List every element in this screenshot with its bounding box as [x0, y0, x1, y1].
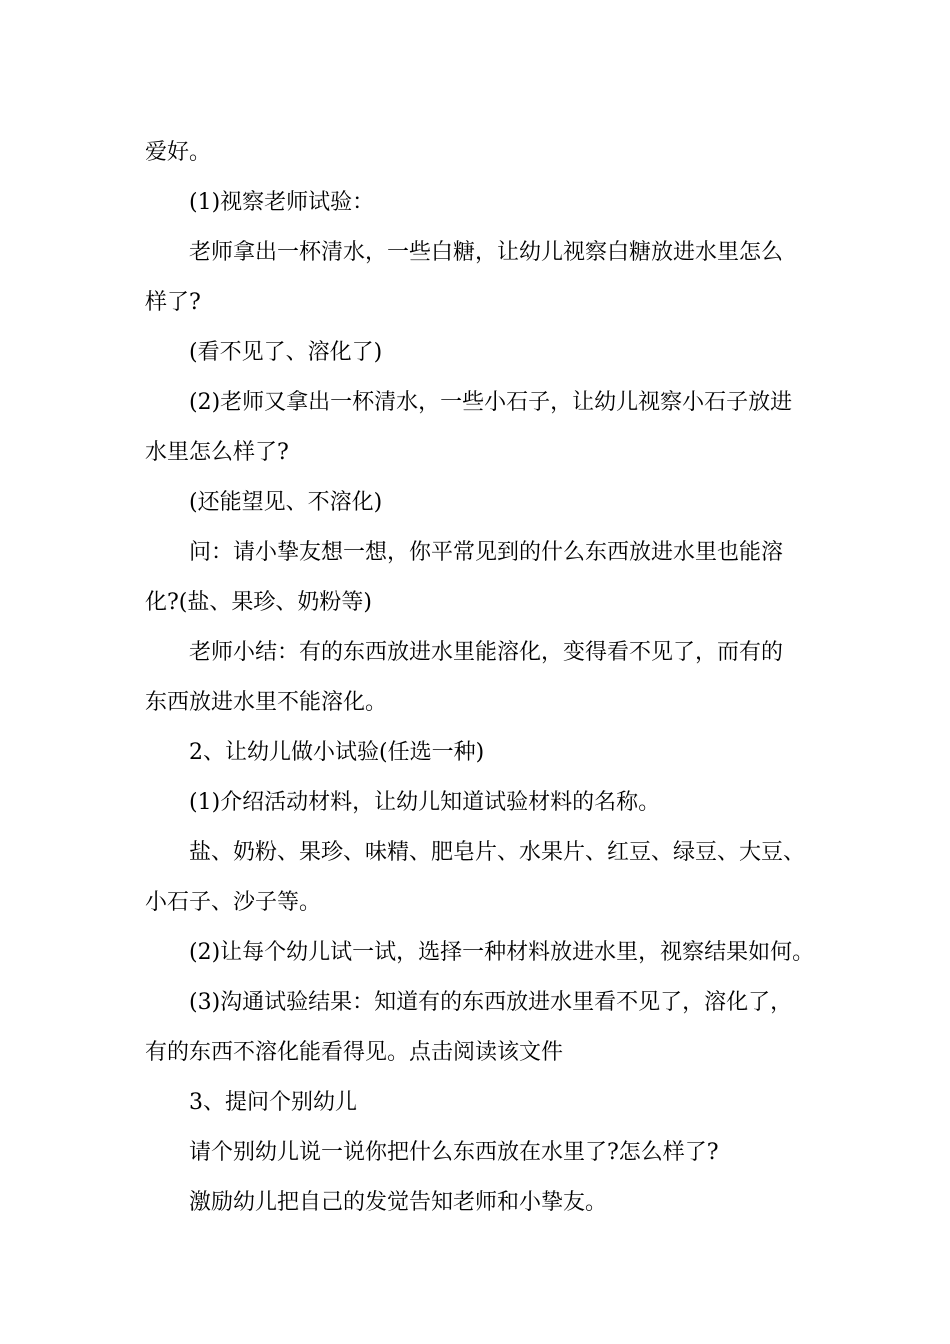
text-line: (2)老师又拿出一杯清水，一些小石子，让幼儿视察小石子放进	[189, 390, 793, 415]
document-body	[145, 128, 825, 1228]
text-line: (还能望见、不溶化)	[189, 490, 383, 515]
text-line: 东西放进水里不能溶化。	[145, 690, 388, 715]
text-line: 问：请小挚友想一想，你平常见到的什么东西放进水里也能溶	[189, 540, 784, 565]
text-line: 盐、奶粉、果珍、味精、肥皂片、水果片、红豆、绿豆、大豆、	[189, 840, 806, 865]
text-line: 请个别幼儿说一说你把什么东西放在水里了?怎么样了?	[189, 1140, 719, 1165]
text-line: 2、让幼儿做小试验(任选一种)	[189, 740, 485, 765]
text-line: 化?(盐、果珍、奶粉等)	[145, 590, 372, 615]
text-line: 样了?	[145, 290, 201, 315]
text-line: 激励幼儿把自己的发觉告知老师和小挚友。	[189, 1190, 608, 1215]
text-line: (3)沟通试验结果：知道有的东西放进水里看不见了，溶化了，	[189, 990, 793, 1015]
text-line: (1)介绍活动材料，让幼儿知道试验材料的名称。	[189, 790, 661, 815]
text-line: 有的东西不溶化能看得见。点击阅读该文件	[145, 1040, 564, 1065]
text-line: 爱好。	[145, 140, 212, 165]
text-line: (2)让每个幼儿试一试，选择一种材料放进水里，视察结果如何。	[189, 940, 815, 965]
text-line: (看不见了、溶化了)	[189, 340, 383, 365]
text-line: 3、提问个别幼儿	[189, 1090, 357, 1115]
text-line: 小石子、沙子等。	[145, 890, 322, 915]
text-line: 老师拿出一杯清水，一些白糖，让幼儿视察白糖放进水里怎么	[189, 240, 784, 265]
text-line: (1)视察老师试验：	[189, 190, 375, 215]
text-line: 水里怎么样了?	[145, 440, 289, 465]
text-line: 老师小结：有的东西放进水里能溶化，变得看不见了，而有的	[189, 640, 784, 665]
